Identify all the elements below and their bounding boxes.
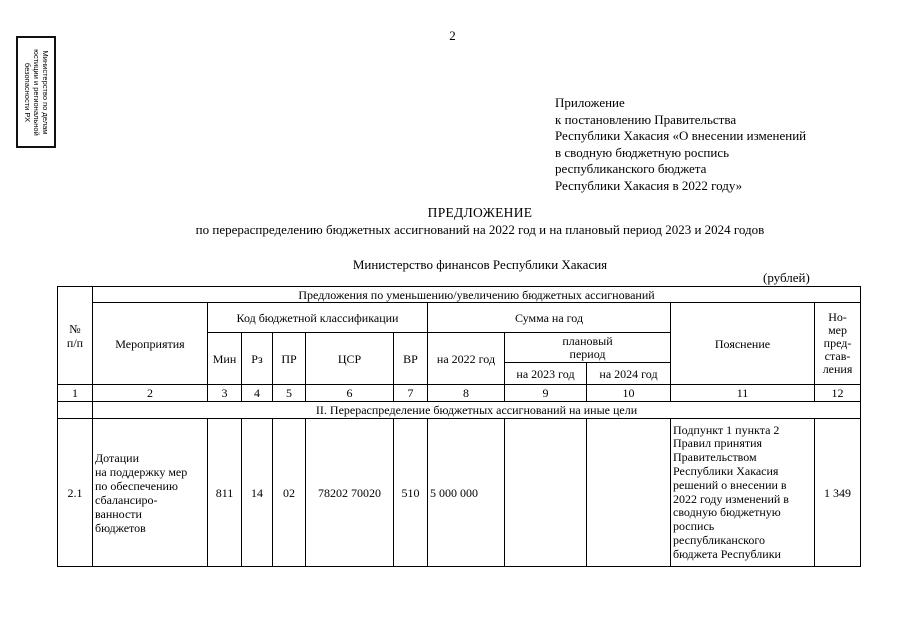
cell-rep: 1 349 — [815, 419, 861, 567]
cell-min: 811 — [208, 419, 242, 567]
registration-stamp — [16, 36, 56, 148]
cell-2024 — [587, 419, 671, 567]
page-number: 2 — [449, 28, 456, 43]
cell-csr: 78202 70020 — [306, 419, 394, 567]
document-subtitle: по перераспределению бюджетных ассигнований на 2022 год и на плановый период 2023 и 2024 годов — [195, 222, 765, 237]
col-number: 1 — [58, 385, 93, 402]
appendix-block — [555, 95, 806, 194]
appendix-line: в сводную бюджетную роспись — [555, 144, 730, 160]
appendix-line: Республики Хакасия «О внесении изменений — [555, 128, 807, 143]
cell-2022: 5 000 000 — [428, 419, 505, 567]
col-number: 7 — [394, 385, 428, 402]
cell-2023 — [505, 419, 587, 567]
header-rz: Рз — [242, 333, 273, 385]
stamp-text — [23, 49, 50, 136]
header-note: Пояснение — [671, 303, 815, 385]
stamp-line: безопасности РХ — [22, 62, 32, 122]
ministry-name: Министерство финансов Республики Хакасия — [352, 257, 608, 272]
appendix-line: республиканского бюджета — [555, 161, 707, 176]
header-csr: ЦСР — [306, 333, 394, 385]
cell-vr: 510 — [394, 419, 428, 567]
col-number: 4 — [242, 385, 273, 402]
header-vr: ВР — [394, 333, 428, 385]
appendix-line: к постановлению Правительства — [555, 111, 737, 127]
cell-note: Подпункт 1 пункта 2 Правил принятия Правительством Республики Хакасия решений о внесении в 2022 году изменений в сводную бюджетную роспись республиканского бюджета Республики — [671, 419, 815, 567]
appendix-line: Приложение — [555, 95, 625, 110]
col-number: 2 — [93, 385, 208, 402]
section-spacer — [58, 402, 93, 419]
col-number: 9 — [505, 385, 587, 402]
header-2024: на 2024 год — [587, 363, 671, 385]
col-number: 12 — [815, 385, 861, 402]
col-number: 8 — [428, 385, 505, 402]
col-number: 6 — [306, 385, 394, 402]
header-planned: плановый период — [505, 333, 671, 363]
col-number: 3 — [208, 385, 242, 402]
cell-rz: 14 — [242, 419, 273, 567]
cell-pr: 02 — [273, 419, 306, 567]
cell-num: 2.1 — [58, 419, 93, 567]
document-title: ПРЕДЛОЖЕНИЕ — [427, 205, 533, 220]
header-2023: на 2023 год — [505, 363, 587, 385]
header-num: № п/п — [58, 287, 93, 385]
header-activity: Мероприятия — [93, 303, 208, 385]
section-title: II. Перераспределение бюджетных ассигнований на иные цели — [93, 402, 861, 419]
col-number: 10 — [587, 385, 671, 402]
header-pr: ПР — [273, 333, 306, 385]
stamp-line: юстиции и региональной — [31, 48, 41, 136]
appendix-line: Республики Хакасия в 2022 году» — [555, 177, 743, 193]
header-2022: на 2022 год — [428, 333, 505, 385]
units-label: (рублей) — [763, 270, 810, 285]
header-min: Мин — [208, 333, 242, 385]
header-rep: Но- мер пред- став- ления — [815, 303, 861, 385]
table-row — [58, 419, 861, 567]
header-sum: Сумма на год — [428, 303, 671, 333]
col-number: 11 — [671, 385, 815, 402]
header-kbk: Код бюджетной классификации — [208, 303, 428, 333]
cell-activity: Дотации на поддержку мер по обеспечению сбалансиро- ванности бюджетов — [93, 419, 208, 567]
col-number: 5 — [273, 385, 306, 402]
stamp-line: Министерство по делам — [40, 50, 50, 134]
budget-table — [57, 286, 861, 567]
header-group: Предложения по уменьшению/увеличению бюджетных ассигнований — [93, 287, 861, 303]
